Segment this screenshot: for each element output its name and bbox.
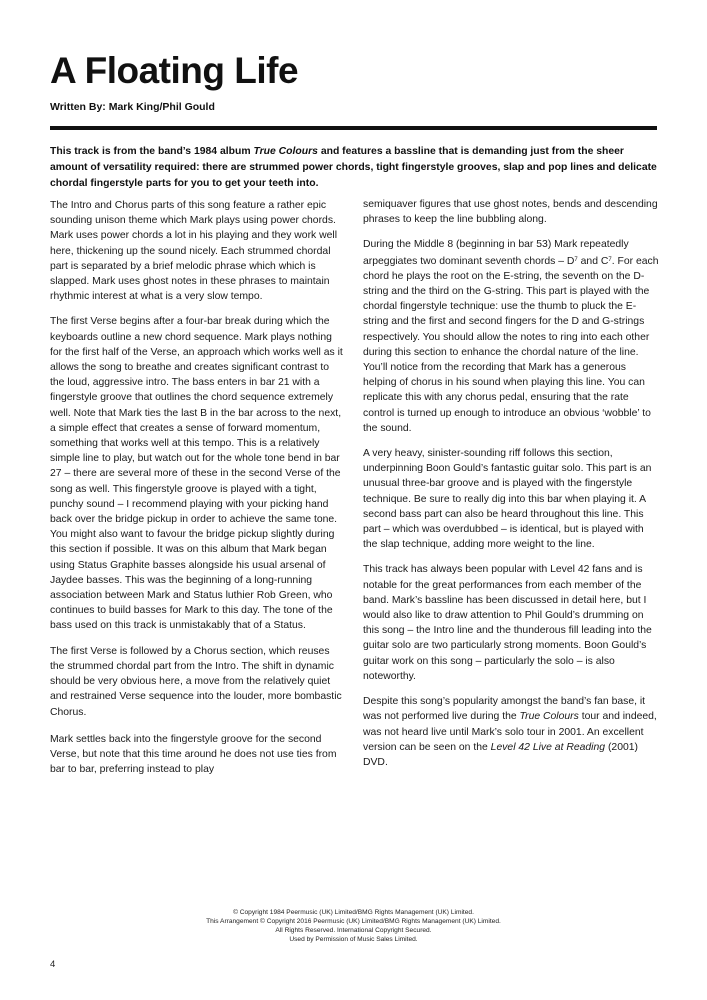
body-paragraph: semiquaver figures that use ghost notes, bends and descending phrases to keep the line bubbling along. bbox=[363, 199, 658, 226]
body-text: During the Middle 8 (beginning in bar 53) Mark repeatedly arpeggiates two dominant seventh chords – D bbox=[363, 239, 629, 267]
body-paragraph: The first Verse begins after a four-bar break during which the keyboards outline a new chord sequence. Mark plays nothing for the first half of the Verse, an approach which works well as it allows the song to breathe and creates significant contrast to the loud, aggressive intro. The bass enters in bar 21 with a fingerstyle groove that outlines the chord sequence extremely well. Note that Mark ties the last B in the bar across to the next, a simple effect that creates a sense of forward momentum, something that works well at this tempo. This is a relatively simple line to play, but watch out for the whole tone bend in bar 27 – there are several more of these in the second Verse of the song as well. This fingerstyle groove is played with a tight, punchy sound – I recommend playing with your picking hand back over the bridge pickup in order to achieve the same tone. You might also want to favour the bridge pickup slightly during this section if possible. It was on this album that Mark began using Status Graphite basses alongside his usual arsenal of Jaydee basses. This was the beginning of a long-running association between Mark and Status luthier Rob Green, who continues to build basses for Mark to this day. The tone of the bass used on this track is unmistakably that of a Status. bbox=[50, 316, 343, 632]
songwriter-credits: Written By: Mark King/Phil Gould bbox=[50, 101, 215, 113]
copyright-notice bbox=[130, 908, 577, 944]
body-text: Despite this song’s popularity amongst the band’s fan base, it was not performed live during the bbox=[363, 696, 646, 723]
intro-paragraph bbox=[50, 144, 662, 192]
right-column bbox=[363, 197, 661, 780]
superscript: 7 bbox=[608, 256, 612, 263]
page-title: A Floating Life bbox=[50, 50, 299, 91]
copyright-line: All Rights Reserved. International Copyright Secured. bbox=[275, 927, 432, 934]
intro-text-start: This track is from the band’s 1984 album bbox=[50, 146, 254, 157]
intro-text-end: and features a bassline that is demanding just from the sheer amount of versatility required: there are strummed power chords, tight fingerstyle grooves, slap and pop lines and delicate chordal fingerstyle parts for you to get your teeth into. bbox=[50, 146, 657, 189]
dvd-title: Level 42 Live at Reading bbox=[490, 741, 606, 753]
intro-album-title: True Colours bbox=[253, 146, 318, 157]
body-paragraph: The Intro and Chorus parts of this song feature a rather epic sounding unison theme which Mark plays using power chords. Mark uses power chords a lot in his playing and they work well here, thickening up the sound nicely. Each strummed chordal part is separated by a brief melodic phrase which which is slapped. Mark uses ghost notes in these phrases to maintain rhythmic interest at what is a very slow tempo. bbox=[50, 200, 338, 303]
body-text: . For each chord he plays the root on the E-string, the seventh on the D-string and the third on the G-string. This part is played with the chordal fingerstyle technique: use the thumb to pluck the E-string and the first and second fingers for the D and G-strings respectively. You should allow the notes to ring into each other during this section to enhance the chordal nature of the line. You’ll notice from the recording that Mark has a generous helping of chorus in his sound when playing this line. You can replicate this with any chorus pedal, ensuring that the rate control is turned up enough to introduce an obvious ‘wobble’ to the sound. bbox=[363, 255, 659, 434]
body-text: (2001) DVD. bbox=[363, 741, 638, 768]
body-paragraph: The first Verse is followed by a Chorus section, which reuses the strummed chordal part from the Intro. The shift in dynamic should be very obvious here, a move from the relatively quiet and restrained Verse sequence into the louder, more bombastic Chorus. bbox=[50, 645, 342, 718]
body-text: tour and indeed, was not heard live until Mark’s solo tour in 2001. An excellent version can be seen on the bbox=[363, 711, 657, 753]
copyright-line: Used by Permission of Music Sales Limited. bbox=[289, 936, 418, 943]
body-paragraph: This track has always been popular with Level 42 fans and is notable for the great performances from each member of the band. Mark’s bassline has been discussed in detail here, but I would also like to draw attention to Phil Gould’s drumming on this song – the Intro line and the thunderous fill leading into the guitar solo are two particularly strong moments. Boon Gould’s guitar work on this song – particularly the solo – is also noteworthy. bbox=[363, 564, 652, 682]
page-number: 4 bbox=[50, 959, 56, 970]
copyright-line: © Copyright 1984 Peermusic (UK) Limited/BMG Rights Management (UK) Limited. bbox=[233, 909, 474, 916]
title-divider bbox=[50, 126, 657, 130]
body-text: and C bbox=[577, 255, 609, 267]
body-paragraph: Mark settles back into the fingerstyle groove for the second Verse, but note that this time around he does not use ties from bar to bar, preferring instead to play bbox=[50, 733, 337, 776]
body-paragraph: A very heavy, sinister-sounding riff follows this section, underpinning Boon Gould’s fantastic guitar solo. This part is an unusual three-bar groove and is played with the fingerstyle technique. Be sure to really dig into this bar when playing it. A second bass part can also be heard throughout this line. This part – which was overdubbed – is identical, but is played with the slap technique, adding more weight to the line. bbox=[363, 448, 652, 551]
left-column bbox=[50, 198, 343, 787]
album-title: True Colours bbox=[519, 711, 579, 723]
copyright-line: This Arrangement © Copyright 2016 Peermusic (UK) Limited/BMG Rights Management (UK) Limited. bbox=[206, 918, 501, 925]
superscript: 7 bbox=[574, 256, 578, 263]
body-paragraph bbox=[363, 694, 661, 770]
body-paragraph bbox=[363, 237, 661, 436]
